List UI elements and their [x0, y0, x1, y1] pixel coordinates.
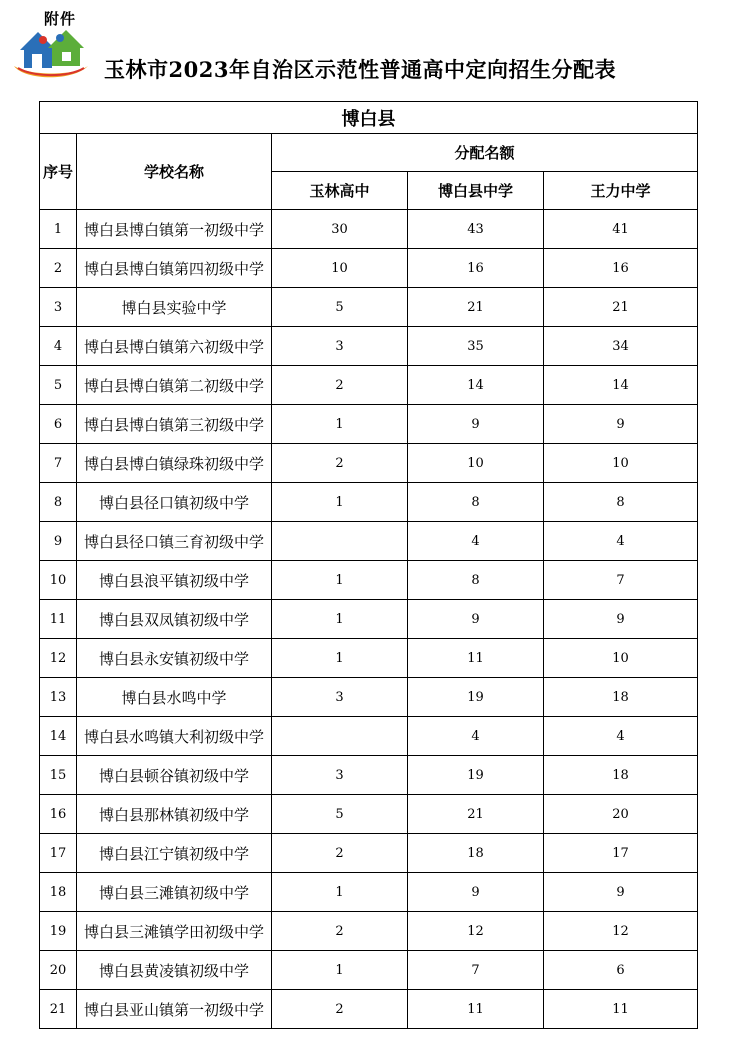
row-school-name: 博白县顿谷镇初级中学	[77, 756, 272, 795]
row-value-target-3: 34	[544, 327, 698, 366]
row-school-name: 博白县博白镇第三初级中学	[77, 405, 272, 444]
row-value-target-2: 9	[408, 873, 544, 912]
row-school-name: 博白县浪平镇初级中学	[77, 561, 272, 600]
row-value-target-2: 10	[408, 444, 544, 483]
row-school-name: 博白县实验中学	[77, 288, 272, 327]
row-value-target-3: 10	[544, 444, 698, 483]
table-row	[40, 834, 698, 873]
row-seq: 9	[40, 522, 77, 561]
header-row-1	[40, 134, 698, 172]
table-row	[40, 639, 698, 678]
row-seq: 16	[40, 795, 77, 834]
row-value-target-2: 21	[408, 288, 544, 327]
row-value-target-3: 14	[544, 366, 698, 405]
row-value-target-3: 18	[544, 678, 698, 717]
row-value-target-2: 43	[408, 210, 544, 249]
row-value-target-1: 30	[272, 210, 408, 249]
row-value-target-3: 7	[544, 561, 698, 600]
row-school-name: 博白县径口镇三育初级中学	[77, 522, 272, 561]
table-row	[40, 951, 698, 990]
row-school-name: 博白县径口镇初级中学	[77, 483, 272, 522]
row-value-target-3: 12	[544, 912, 698, 951]
row-value-target-3: 18	[544, 756, 698, 795]
row-seq: 8	[40, 483, 77, 522]
row-seq: 4	[40, 327, 77, 366]
row-school-name: 博白县双凤镇初级中学	[77, 600, 272, 639]
row-value-target-1: 1	[272, 561, 408, 600]
row-seq: 12	[40, 639, 77, 678]
row-school-name: 博白县三滩镇学田初级中学	[77, 912, 272, 951]
row-school-name: 博白县三滩镇初级中学	[77, 873, 272, 912]
table-row	[40, 717, 698, 756]
row-seq: 7	[40, 444, 77, 483]
row-value-target-1: 2	[272, 366, 408, 405]
row-value-target-2: 7	[408, 951, 544, 990]
col-header-seq: 序号	[40, 134, 77, 210]
row-school-name: 博白县博白镇绿珠初级中学	[77, 444, 272, 483]
row-value-target-1: 2	[272, 834, 408, 873]
row-value-target-2: 18	[408, 834, 544, 873]
col-header-target-1: 玉林高中	[272, 172, 408, 210]
county-row	[40, 102, 698, 134]
row-value-target-2: 19	[408, 678, 544, 717]
table-row	[40, 327, 698, 366]
col-header-allocation: 分配名额	[272, 134, 698, 172]
table-row	[40, 483, 698, 522]
row-school-name: 博白县黄凌镇初级中学	[77, 951, 272, 990]
row-seq: 3	[40, 288, 77, 327]
row-seq: 15	[40, 756, 77, 795]
row-value-target-2: 12	[408, 912, 544, 951]
row-value-target-1: 3	[272, 678, 408, 717]
table-row	[40, 873, 698, 912]
row-value-target-3: 16	[544, 249, 698, 288]
row-value-target-2: 9	[408, 600, 544, 639]
row-value-target-3: 20	[544, 795, 698, 834]
row-value-target-2: 8	[408, 483, 544, 522]
corner-label: 附件	[44, 10, 77, 28]
table-row	[40, 522, 698, 561]
table-body	[40, 210, 698, 1029]
row-school-name: 博白县博白镇第六初级中学	[77, 327, 272, 366]
row-value-target-2: 8	[408, 561, 544, 600]
col-header-school: 学校名称	[77, 134, 272, 210]
row-value-target-3: 10	[544, 639, 698, 678]
table-row	[40, 600, 698, 639]
row-school-name: 博白县那林镇初级中学	[77, 795, 272, 834]
row-seq: 19	[40, 912, 77, 951]
row-value-target-2: 4	[408, 717, 544, 756]
table-row	[40, 405, 698, 444]
row-school-name: 博白县水鸣镇大利初级中学	[77, 717, 272, 756]
row-value-target-3: 9	[544, 405, 698, 444]
row-value-target-3: 9	[544, 600, 698, 639]
row-value-target-1	[272, 522, 408, 561]
page-title: 玉林市2023年自治区示范性普通高中定向招生分配表	[104, 57, 616, 82]
row-value-target-2: 11	[408, 639, 544, 678]
row-value-target-2: 4	[408, 522, 544, 561]
row-value-target-3: 4	[544, 717, 698, 756]
row-value-target-1: 1	[272, 873, 408, 912]
col-header-target-3: 王力中学	[544, 172, 698, 210]
row-seq: 18	[40, 873, 77, 912]
row-seq: 17	[40, 834, 77, 873]
row-value-target-2: 35	[408, 327, 544, 366]
table-row	[40, 795, 698, 834]
table-row	[40, 756, 698, 795]
row-value-target-2: 21	[408, 795, 544, 834]
row-value-target-3: 4	[544, 522, 698, 561]
row-value-target-2: 11	[408, 990, 544, 1029]
row-seq: 5	[40, 366, 77, 405]
row-value-target-2: 19	[408, 756, 544, 795]
row-value-target-1: 10	[272, 249, 408, 288]
row-value-target-3: 17	[544, 834, 698, 873]
row-value-target-1: 1	[272, 951, 408, 990]
house-family-logo-icon	[10, 22, 92, 82]
row-value-target-3: 11	[544, 990, 698, 1029]
row-school-name: 博白县江宁镇初级中学	[77, 834, 272, 873]
col-header-target-2: 博白县中学	[408, 172, 544, 210]
table-row	[40, 444, 698, 483]
row-value-target-1: 5	[272, 795, 408, 834]
row-school-name: 博白县博白镇第四初级中学	[77, 249, 272, 288]
row-seq: 2	[40, 249, 77, 288]
row-seq: 14	[40, 717, 77, 756]
row-school-name: 博白县亚山镇第一初级中学	[77, 990, 272, 1029]
row-value-target-3: 6	[544, 951, 698, 990]
row-school-name: 博白县永安镇初级中学	[77, 639, 272, 678]
row-value-target-3: 41	[544, 210, 698, 249]
row-school-name: 博白县博白镇第二初级中学	[77, 366, 272, 405]
allocation-table	[39, 101, 698, 1029]
row-value-target-3: 8	[544, 483, 698, 522]
row-value-target-1: 2	[272, 444, 408, 483]
row-seq: 10	[40, 561, 77, 600]
row-value-target-2: 16	[408, 249, 544, 288]
row-value-target-1: 1	[272, 483, 408, 522]
row-value-target-1: 2	[272, 912, 408, 951]
row-value-target-1: 3	[272, 327, 408, 366]
table-row	[40, 990, 698, 1029]
table-row	[40, 912, 698, 951]
row-value-target-2: 9	[408, 405, 544, 444]
row-value-target-1: 3	[272, 756, 408, 795]
row-value-target-3: 21	[544, 288, 698, 327]
table-row	[40, 210, 698, 249]
row-value-target-1	[272, 717, 408, 756]
row-school-name: 博白县博白镇第一初级中学	[77, 210, 272, 249]
row-value-target-3: 9	[544, 873, 698, 912]
row-seq: 21	[40, 990, 77, 1029]
county-name: 博白县	[40, 102, 698, 134]
row-value-target-2: 14	[408, 366, 544, 405]
row-seq: 1	[40, 210, 77, 249]
row-value-target-1: 5	[272, 288, 408, 327]
row-seq: 11	[40, 600, 77, 639]
table-row	[40, 249, 698, 288]
row-seq: 13	[40, 678, 77, 717]
table-row	[40, 288, 698, 327]
row-seq: 6	[40, 405, 77, 444]
row-value-target-1: 1	[272, 639, 408, 678]
table-row	[40, 678, 698, 717]
table-row	[40, 366, 698, 405]
row-value-target-1: 1	[272, 405, 408, 444]
row-value-target-1: 2	[272, 990, 408, 1029]
row-seq: 20	[40, 951, 77, 990]
row-school-name: 博白县水鸣中学	[77, 678, 272, 717]
table-row	[40, 561, 698, 600]
row-value-target-1: 1	[272, 600, 408, 639]
